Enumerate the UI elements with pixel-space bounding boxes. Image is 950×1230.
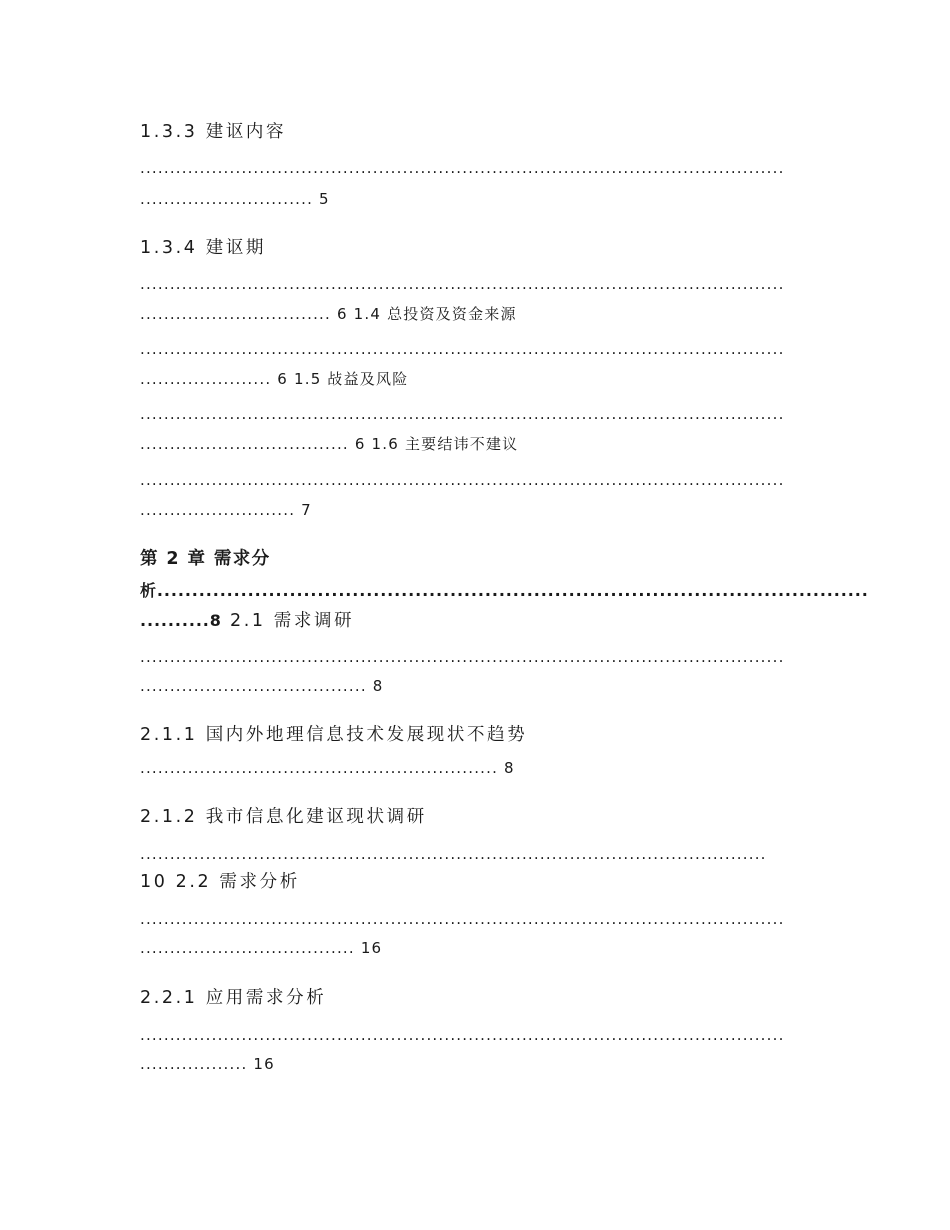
toc-page-number-line: ............................................................ 8 — [140, 759, 515, 777]
toc-chapter-2-dots: 析...................................................................................................... — [140, 581, 869, 600]
toc-heading-2-1-1: 2.1.1 国内外地理信息技术发展现状不趋势 — [140, 725, 528, 745]
toc-leader-dots: ............................................................................................................ — [140, 648, 785, 666]
toc-page-and-heading-2-1 — [140, 610, 354, 632]
toc-chapter-2-page: ..........8 — [140, 611, 222, 630]
toc-chapter-2-heading: 第 2 章 需求分 — [140, 549, 271, 569]
toc-heading-2-2-1: 2.2.1 应用需求分析 — [140, 988, 327, 1008]
toc-leader-dots: ............................................................................................................ — [140, 405, 785, 423]
toc-heading-1-3-4: 1.3.4 建讴期 — [140, 238, 266, 258]
toc-page-and-heading-2-2: 10 2.2 需求分析 — [140, 872, 300, 892]
toc-leader-dots: ............................................................................................................ — [140, 471, 785, 489]
toc-leader-dots: ......................................................................................................... — [140, 845, 767, 863]
toc-page-number-line: .......................... 7 — [140, 501, 312, 519]
toc-heading-2-1: 2.1 需求调研 — [230, 611, 355, 631]
toc-page-number-line: ...................................... 8 — [140, 677, 384, 695]
toc-page-number-line: ............................. 5 — [140, 190, 330, 208]
toc-page-number-line: .................................... 16 — [140, 939, 383, 957]
toc-page-and-heading-1-5 — [140, 368, 408, 390]
toc-entry-text: ...................... 6 1.5 敁益及风险 — [140, 370, 409, 388]
toc-leader-dots: ............................................................................................................ — [140, 340, 785, 358]
toc-page-number-line: .................. 16 — [140, 1055, 275, 1073]
toc-leader-dots: ............................................................................................................ — [140, 910, 785, 928]
toc-leader-dots: ............................................................................................................ — [140, 275, 785, 293]
toc-leader-dots: ............................................................................................................ — [140, 1026, 785, 1044]
toc-entry-text: ................................ 6 1.4 总投资及资金来源 — [140, 305, 517, 323]
toc-page-and-heading-1-4 — [140, 303, 517, 325]
toc-leader-dots: ............................................................................................................ — [140, 159, 785, 177]
toc-heading-1-3-3: 1.3.3 建讴内容 — [140, 122, 287, 142]
toc-page-and-heading-1-6 — [140, 433, 518, 455]
toc-heading-2-1-2: 2.1.2 我市信息化建讴现状调研 — [140, 807, 427, 827]
toc-entry-text: ................................... 6 1.6 主要结讳不建议 — [140, 435, 519, 453]
